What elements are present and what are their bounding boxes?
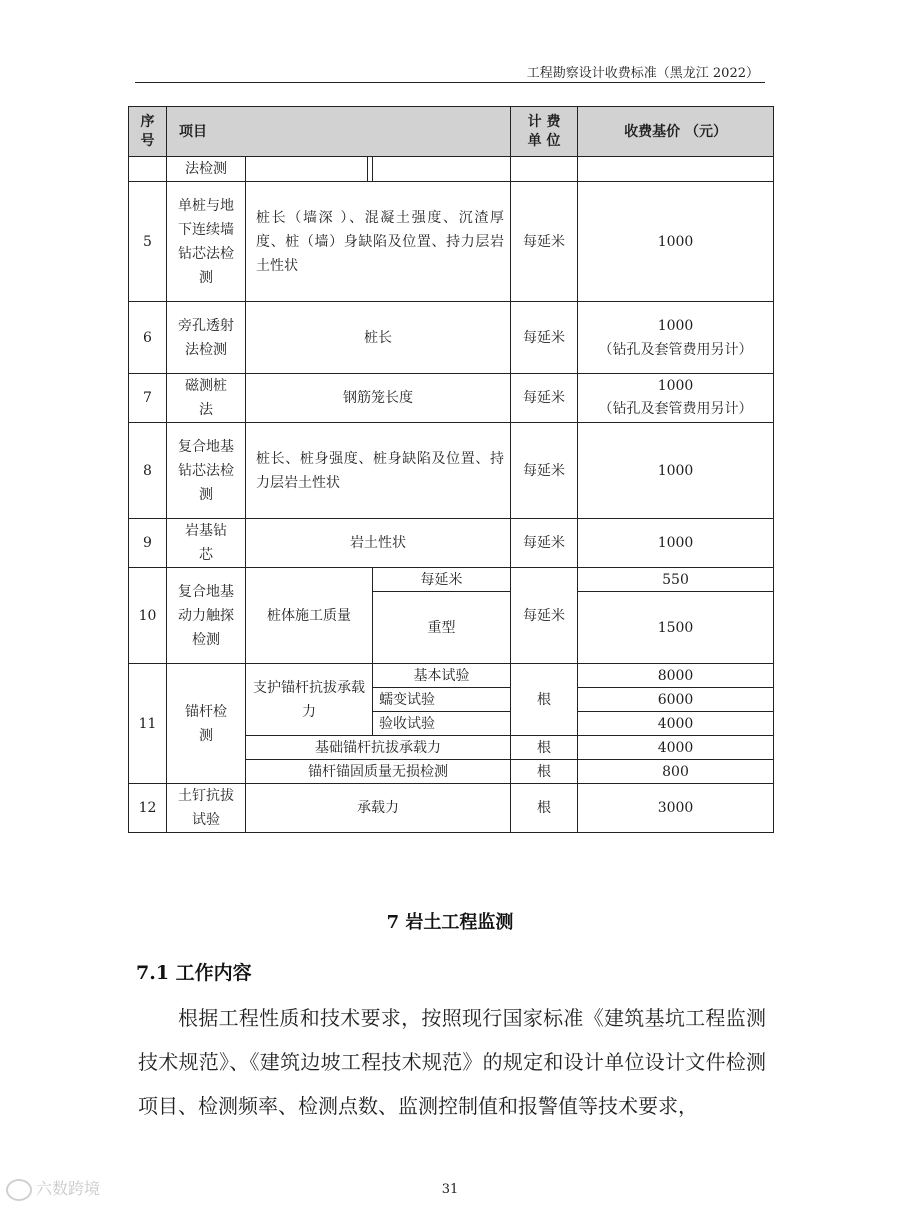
- header-item: 项目: [167, 107, 511, 157]
- row-item: 支护锚杆抗拔承载力: [246, 664, 373, 736]
- table-row: [129, 374, 774, 423]
- row-name: 单桩与地下连续墙钻芯法检测: [167, 182, 246, 302]
- row-name: 复合地基钻芯法检测: [167, 423, 246, 519]
- row-seq: 8: [129, 423, 167, 519]
- row-item: 锚杆锚固质量无损检测: [246, 760, 511, 784]
- fee-table: [128, 106, 774, 833]
- header-unit: 计 费 单 位: [511, 107, 578, 157]
- row-sub: 验收试验: [373, 712, 511, 736]
- table-row: [129, 568, 774, 592]
- row-price: 1000: [578, 423, 774, 519]
- row-price: 3000: [578, 784, 774, 833]
- table-header-row: [129, 107, 774, 157]
- row-seq: 6: [129, 302, 167, 374]
- table-row: [129, 423, 774, 519]
- row-item: 桩长、桩身强度、桩身缺陷及位置、持力层岩土性状: [246, 423, 511, 519]
- row-unit: 根: [511, 760, 578, 784]
- row-seq: 7: [129, 374, 167, 423]
- row-price: 1000 （钻孔及套管费用另计）: [578, 302, 774, 374]
- row-name: 复合地基动力触探检测: [167, 568, 246, 664]
- table-row: [129, 664, 774, 688]
- header-price: 收费基价 （元）: [578, 107, 774, 157]
- row-seq: 12: [129, 784, 167, 833]
- row-sub: 每延米: [373, 568, 511, 592]
- row-price: 1000 （钻孔及套管费用另计）: [578, 374, 774, 423]
- row-name: 岩基钻芯: [167, 519, 246, 568]
- row-seq: 9: [129, 519, 167, 568]
- row-item: 桩长（墙深 ）、混凝土强度、沉渣厚度、桩（墙）身缺陷及位置、持力层岩土性状: [246, 182, 511, 302]
- table-row: [129, 182, 774, 302]
- row-unit: 每延米: [511, 568, 578, 664]
- row-price: 8000: [578, 664, 774, 688]
- header-seq: 序号: [129, 107, 167, 157]
- row-price: 550: [578, 568, 774, 592]
- row-price: 1500: [578, 592, 774, 664]
- header-title: 工程勘察设计收费标准（黑龙江 2022）: [526, 66, 759, 81]
- watermark-text: 六数跨境: [36, 1179, 101, 1198]
- page-header: [135, 60, 765, 83]
- row-item: 桩长: [246, 302, 511, 374]
- row-item: 桩体施工质量: [246, 568, 373, 664]
- price-note: （钻孔及套管费用另计）: [598, 401, 753, 417]
- row-price: 800: [578, 760, 774, 784]
- row-seq: 11: [129, 664, 167, 784]
- row-price: 6000: [578, 688, 774, 712]
- row-unit: 每延米: [511, 519, 578, 568]
- row-unit: 根: [511, 664, 578, 736]
- row-sub: 蠕变试验: [373, 688, 511, 712]
- table-row: [129, 784, 774, 833]
- row-name: 旁孔透射法检测: [167, 302, 246, 374]
- table-row: [129, 519, 774, 568]
- row-item: 基础锚杆抗拔承载力: [246, 736, 511, 760]
- row-item: 钢筋笼长度: [246, 374, 511, 423]
- subsection-heading: 7.1 工作内容: [136, 962, 252, 984]
- row-item: 承载力: [246, 784, 511, 833]
- row-name: 磁测桩法: [167, 374, 246, 423]
- row-price: 1000: [578, 182, 774, 302]
- table-row: [129, 302, 774, 374]
- row-name: 锚杆检测: [167, 664, 246, 784]
- row-unit: 每延米: [511, 182, 578, 302]
- row-price: 4000: [578, 736, 774, 760]
- section-heading: 7 岩土工程监测: [386, 912, 514, 933]
- row-name: 土钉抗拔试验: [167, 784, 246, 833]
- row-name: 法检测: [167, 157, 246, 182]
- row-seq: 5: [129, 182, 167, 302]
- row-unit: 每延米: [511, 423, 578, 519]
- page-number: 31: [441, 1182, 459, 1197]
- price-note: （钻孔及套管费用另计）: [598, 341, 753, 358]
- row-unit: 根: [511, 784, 578, 833]
- row-unit: 每延米: [511, 302, 578, 374]
- row-sub: 重型: [373, 592, 511, 664]
- row-seq: 10: [129, 568, 167, 664]
- row-sub: 基本试验: [373, 664, 511, 688]
- row-unit: 每延米: [511, 374, 578, 423]
- table-row: [129, 157, 774, 182]
- row-price: 1000: [578, 519, 774, 568]
- row-item: 岩土性状: [246, 519, 511, 568]
- row-price: 4000: [578, 712, 774, 736]
- body-paragraph: 根据工程性质和技术要求，按照现行国家标准《建筑基坑工程监测技术规范》、《建筑边坡工程技术规范》的规定和设计单位设计文件检测项目、检测频率、检测点数、监测控制值和报警值等技术要求，: [138, 1006, 766, 1118]
- row-unit: 根: [511, 736, 578, 760]
